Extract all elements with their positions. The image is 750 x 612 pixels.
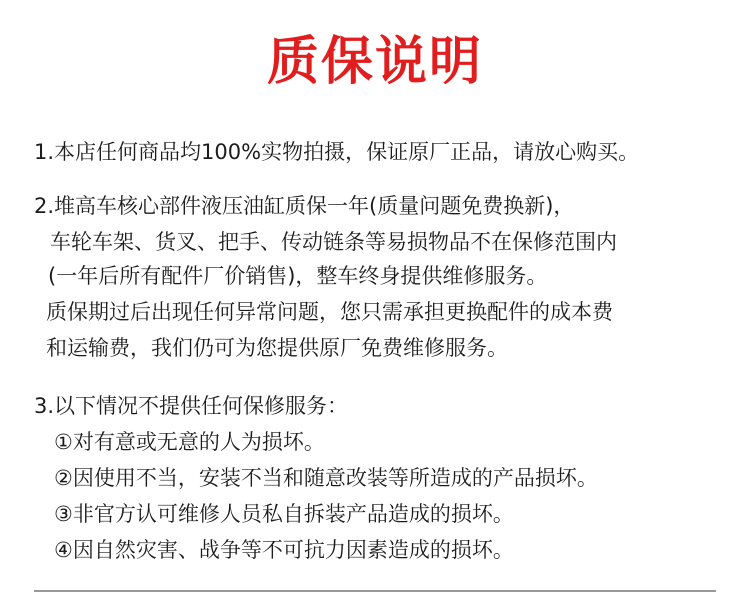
exclusion-item-4: ④因自然灾害、战争等不可抗力因素造成的损坏。 [54,538,514,562]
exclusion-item-2: ②因使用不当，安装不当和随意改装等所造成的产品损坏。 [54,466,598,490]
exclusion-item-1: ①对有意或无意的人为损坏。 [54,430,325,454]
warranty-item-1: 1.本店任何商品均100%实物拍摄，保证原厂正品，请放心购买。 [34,140,640,164]
page-title: 质保说明 [266,32,483,92]
exclusions-heading: 3.以下情况不提供任何保修服务： [34,394,349,418]
warranty-item-2-line-1: 2.堆高车核心部件液压油缸质保一年(质量问题免费换新)， [34,194,575,218]
warranty-item-2-line-5: 和运输费，我们仍可为您提供原厂免费维修服务。 [46,336,508,360]
warranty-item-2-line-4: 质保期过后出现任何异常问题，您只需承担更换配件的成本费 [46,300,613,324]
warranty-item-2-line-3: (一年后所有配件厂价销售)，整车终身提供维修服务。 [48,264,548,288]
bottom-divider [34,590,716,592]
exclusion-item-3: ③非官方认可维修人员私自拆装产品造成的损坏。 [54,502,514,526]
warranty-item-2-line-2: 车轮车架、货叉、把手、传动链条等易损物品不在保修范围内 [50,230,617,254]
